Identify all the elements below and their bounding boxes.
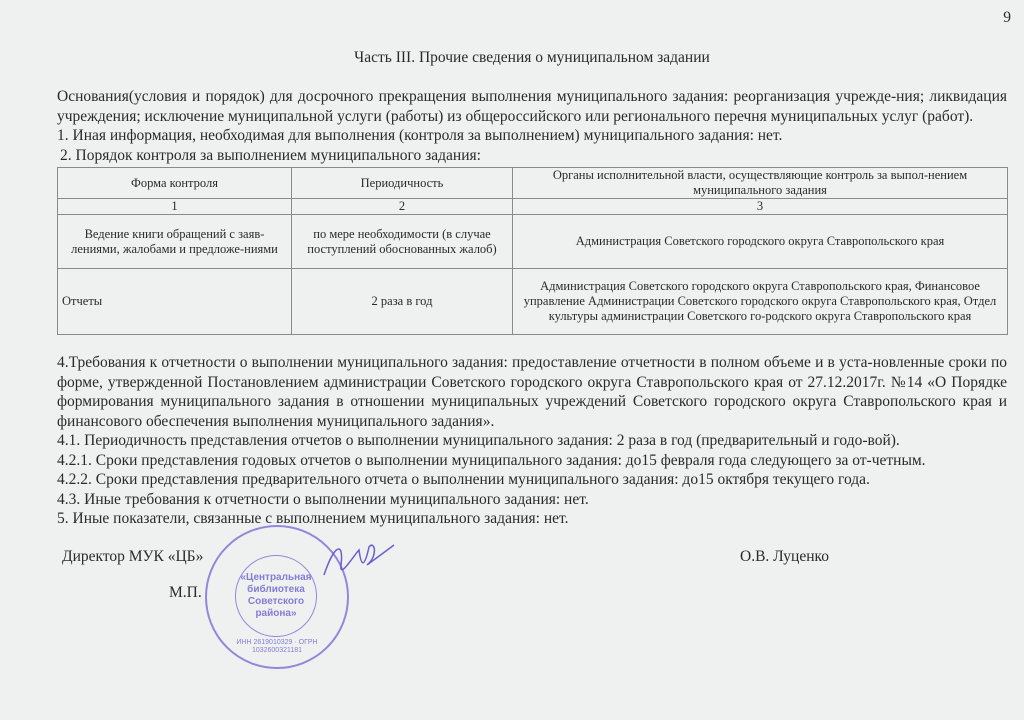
table-number-row [58, 199, 1008, 215]
item-4-2-1: 4.2.1. Сроки представления годовых отчетов о выполнении муниципального задания: до15 февраля года следующего за от-четным. [57, 451, 926, 469]
seal-place-label: М.П. [169, 583, 202, 601]
item-1: 1. Иная информация, необходимая для выполнения (контроля за выполнением) муниципального задания: нет. [57, 127, 783, 144]
document-body [57, 8, 1011, 657]
table-row [58, 269, 1008, 335]
stamp-center-text: «Центральная библиотека Советского района» [235, 555, 317, 637]
item-5: 5. Иные показатели, связанные с выполнением муниципального задания: нет. [57, 510, 569, 527]
table-cell: Отчеты [58, 269, 292, 335]
table-cell: Администрация Советского городского округа Ставропольского края [513, 215, 1008, 269]
handwritten-signature [319, 535, 399, 585]
page-number: 9 [1003, 9, 1011, 26]
number-cell: 1 [58, 199, 292, 215]
header-cell: Органы исполнительной власти, осуществляющие контроль за выпол-нением муниципального задания [513, 168, 1008, 199]
header-cell: Форма контроля [58, 168, 292, 199]
table-header-row [58, 168, 1008, 199]
item-2: 2. Порядок контроля за выполнением муниципального задания: [60, 146, 481, 164]
director-title: Директор МУК «ЦБ» [62, 547, 204, 565]
item-4: 4.Требования к отчетности о выполнении муниципального задания: предоставление отчетности в полном объеме и в уста-новленные сроки по форме, утвержденной Постановлением администрации Советского городского округа Ставропольского края от 27.12.2017г. №14 «О Порядке формирования муниципального задания в отношении муниципальных учреждений Советского городского округа Ставропольского края и финансового обеспечения выполнения муниципального задания». [57, 354, 1007, 430]
table-cell: по мере необходимости (в случае поступлений обоснованных жалоб) [292, 215, 513, 269]
table-cell: 2 раза в год [292, 269, 513, 335]
stamp-ring-text: ИНН 2619010329 · ОГРН 1032600321181 [236, 638, 318, 654]
item-4-3: 4.3. Иные требования к отчетности о выполнении муниципального задания: нет. [57, 490, 589, 508]
table-row [58, 215, 1008, 269]
signature-block [57, 547, 1007, 657]
header-cell: Периодичность [292, 168, 513, 199]
number-cell: 3 [513, 199, 1008, 215]
director-name: О.В. Луценко [740, 547, 829, 565]
item-4-2-2: 4.2.2. Сроки представления предварительного отчета о выполнении муниципального задания: до15 октября текущего года. [57, 471, 870, 488]
termination-grounds: Основания(условия и порядок) для досрочного прекращения выполнения муниципального задания: реорганизация учрежде-ния; ликвидация учреждения; исключение муниципальной услуги (работы) из общероссийского или регионального перечня муниципальных услуг (работ). [57, 88, 1007, 125]
table-cell: Ведение книги обращений с заяв-лениями, жалобами и предложе-ниями [58, 215, 292, 269]
table-cell: Администрация Советского городского округа Ставропольского края, Финансовое управление Администрации Советского городского округа Ставропольского края, Отдел культуры администрации Советского го-родского округа Ставропольского края [513, 269, 1008, 335]
item-4-1: 4.1. Периодичность представления отчетов о выполнении муниципального задания: 2 раза в год (предварительный и годо-вой). [57, 432, 900, 449]
control-table [57, 167, 1008, 335]
number-cell: 2 [292, 199, 513, 215]
section-title: Часть III. Прочие сведения о муниципальном задании [354, 48, 710, 66]
